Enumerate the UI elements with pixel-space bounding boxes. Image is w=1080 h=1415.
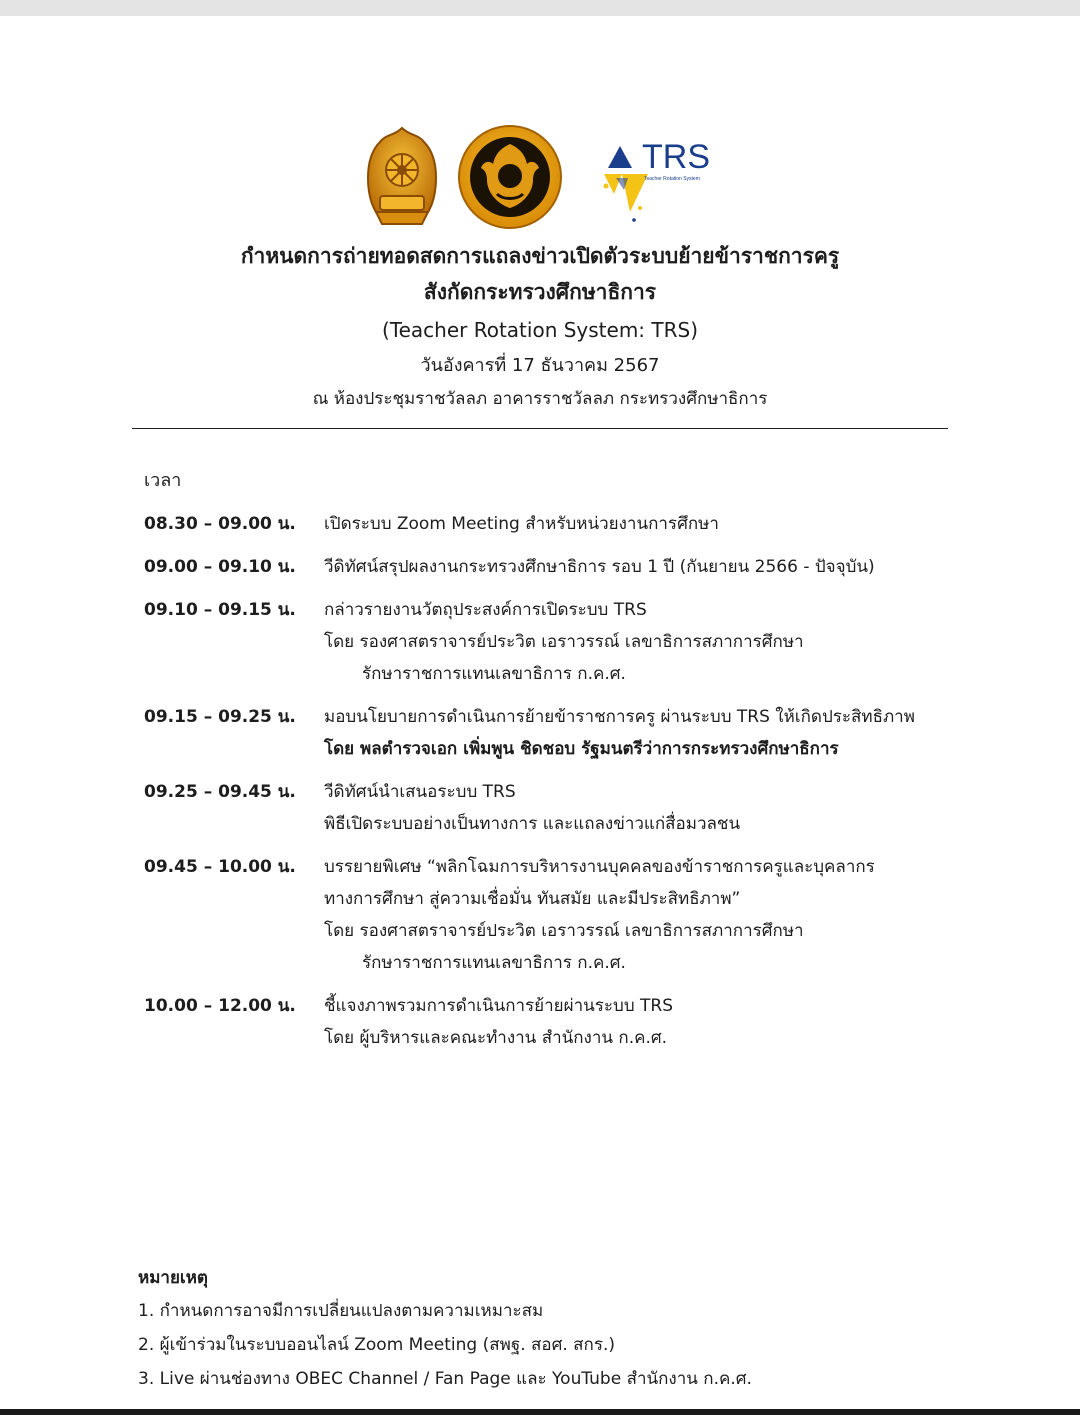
note-item: 3. Live ผ่านช่องทาง OBEC Channel / Fan Page และ YouTube สำนักงาน ก.ค.ศ. — [138, 1369, 752, 1389]
title-line-2: สังกัดกระทรวงศึกษาธิการ — [423, 280, 657, 304]
schedule-row — [144, 701, 964, 765]
time-column-header: เวลา — [144, 470, 182, 491]
schedule-text: พิธีเปิดระบบอย่างเป็นทางการ และแถลงข่าวแก่สื่อมวลชน — [324, 814, 741, 834]
bottom-edge-strip — [0, 1409, 1080, 1415]
schedule-row — [144, 851, 964, 979]
schedule-text: รักษาราชการแทนเลขาธิการ ก.ค.ศ. — [362, 664, 626, 684]
schedule-text: โดย รองศาสตราจารย์ประวิต เอราวรรณ์ เลขาธิการสภาการศึกษา — [324, 632, 804, 652]
note-item: 2. ผู้เข้าร่วมในระบบออนไลน์ Zoom Meeting (สพฐ. สอศ. สกร.) — [138, 1335, 616, 1355]
schedule-row — [144, 990, 964, 1054]
schedule-text: บรรยายพิเศษ “พลิกโฉมการบริหารงานบุคคลของข้าราชการครูและบุคลากร — [324, 857, 875, 877]
header-divider — [132, 428, 948, 429]
schedule-row — [144, 594, 964, 690]
ocsc-circle-logo — [457, 124, 563, 230]
schedule-time: 10.00 – 12.00 น. — [144, 996, 296, 1016]
schedule-text: ทางการศึกษา สู่ความเชื่อมั่น ทันสมัย และมีประสิทธิภาพ” — [324, 889, 741, 909]
trs-logo-text: TRS — [642, 138, 710, 176]
schedule-text: โดย ผู้บริหารและคณะทำงาน สำนักงาน ก.ค.ศ. — [324, 1028, 668, 1048]
schedule-list — [144, 508, 964, 1065]
schedule-text: โดย พลตำรวจเอก เพิ่มพูน ชิดชอบ รัฐมนตรีว่าการกระทรวงศึกษาธิการ — [324, 739, 839, 759]
notes-section — [138, 1262, 938, 1396]
schedule-time: 09.10 – 09.15 น. — [144, 600, 296, 620]
schedule-time: 08.30 – 09.00 น. — [144, 514, 296, 534]
schedule-row — [144, 551, 964, 583]
schedule-text: ชี้แจงภาพรวมการดำเนินการย้ายผ่านระบบ TRS — [324, 996, 674, 1016]
title-line-3: (Teacher Rotation System: TRS) — [381, 318, 699, 342]
event-venue: ณ ห้องประชุมราชวัลลภ อาคารราชวัลลภ กระทรวงศึกษาธิการ — [312, 389, 768, 409]
schedule-row — [144, 776, 964, 840]
notes-title: หมายเหตุ — [138, 1268, 208, 1288]
event-date: วันอังคารที่ 17 ธันวาคม 2567 — [420, 355, 660, 376]
note-item: 1. กำหนดการอาจมีการเปลี่ยนแปลงตามความเหมาะสม — [138, 1301, 544, 1321]
trs-logo-subtext: Teacher Rotation System — [644, 176, 700, 182]
schedule-text: โดย รองศาสตราจารย์ประวิต เอราวรรณ์ เลขาธิการสภาการศึกษา — [324, 921, 804, 941]
schedule-time: 09.45 – 10.00 น. — [144, 857, 296, 877]
schedule-text: วีดิทัศน์สรุปผลงานกระทรวงศึกษาธิการ รอบ 1 ปี (กันยายน 2566 - ปัจจุบัน) — [324, 557, 875, 577]
schedule-row — [144, 508, 964, 540]
ministry-seal-logo — [366, 126, 438, 230]
schedule-text: วีดิทัศน์นำเสนอระบบ TRS — [324, 782, 516, 802]
schedule-time: 09.25 – 09.45 น. — [144, 782, 296, 802]
top-edge-strip — [0, 0, 1080, 16]
schedule-text: รักษาราชการแทนเลขาธิการ ก.ค.ศ. — [362, 953, 626, 973]
schedule-text: เปิดระบบ Zoom Meeting สำหรับหน่วยงานการศึกษา — [324, 514, 719, 534]
schedule-text: กล่าวรายงานวัตถุประสงค์การเปิดระบบ TRS — [324, 600, 647, 620]
logo-row — [0, 124, 1080, 234]
title-line-1: กำหนดการถ่ายทอดสดการแถลงข่าวเปิดตัวระบบย้ายข้าราชการครู — [240, 244, 840, 268]
schedule-time: 09.00 – 09.10 น. — [144, 557, 296, 577]
schedule-time: 09.15 – 09.25 น. — [144, 707, 296, 727]
trs-logo — [596, 134, 716, 234]
title-block — [0, 238, 1080, 416]
schedule-text: มอบนโยบายการดำเนินการย้ายข้าราชการครู ผ่านระบบ TRS ให้เกิดประสิทธิภาพ — [324, 707, 915, 727]
